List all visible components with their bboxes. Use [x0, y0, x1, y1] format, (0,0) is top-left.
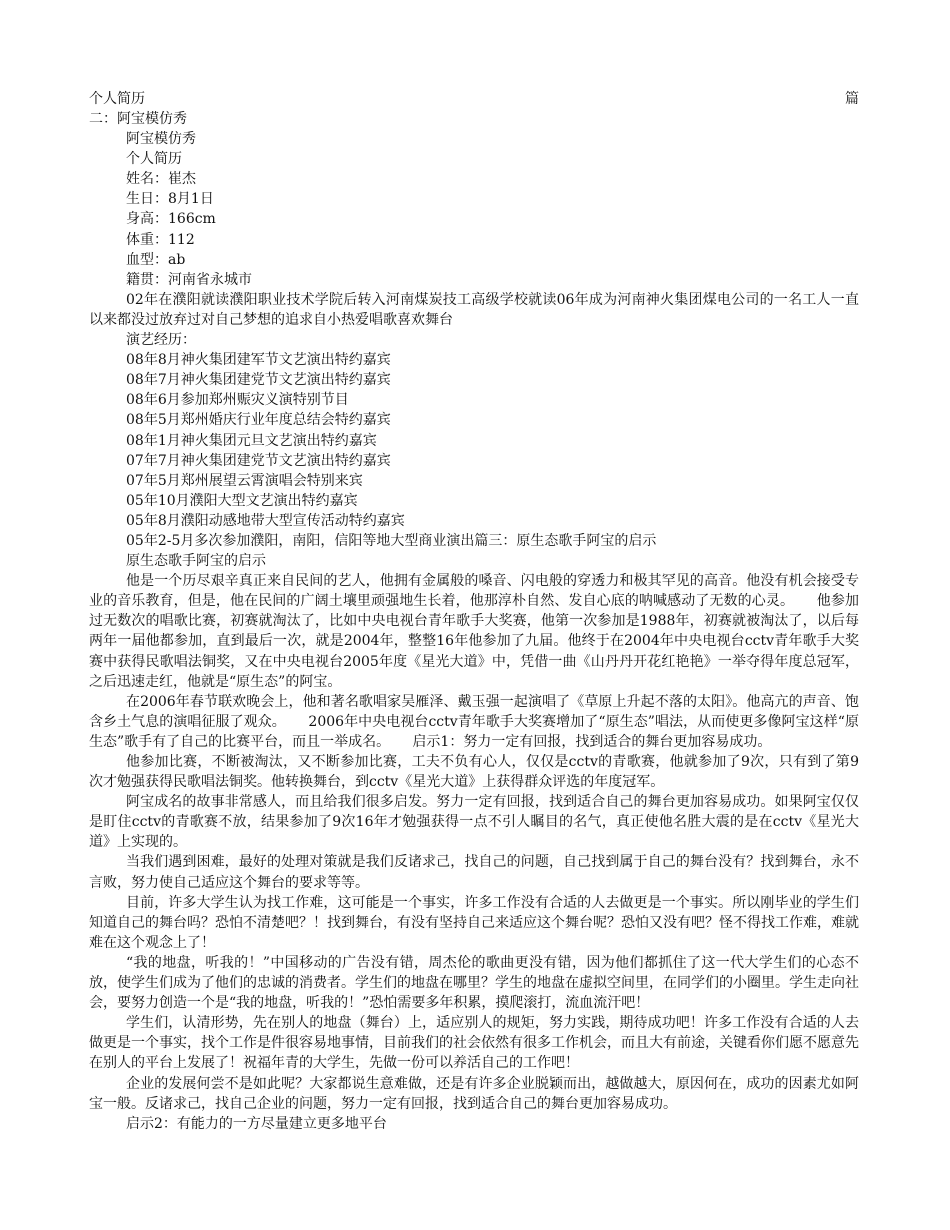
- experience-item: 07年7月神火集团建党节文艺演出特约嘉宾: [126, 452, 391, 469]
- profile-title: 阿宝模仿秀: [126, 131, 196, 148]
- profile-block: [89, 129, 859, 290]
- final-line: 启示2：有能力的一方尽量建立更多地平台: [126, 1115, 387, 1132]
- experience-item: 08年5月郑州婚庆行业年度总结会特约嘉宾: [126, 412, 391, 429]
- experience-item: 07年5月郑州展望云霄演唱会特别来宾: [126, 472, 363, 489]
- article-paragraph: 他参加比赛，不断被淘汰，又不断参加比赛，工夫不负有心人，仅仅是cctv的青歌赛，他就参加了9次，只有到了第9次才勉强获得民歌唱法铜奖。他转换舞台，到cctv《星光大道》上获得群众评选的年度冠军。: [89, 754, 859, 791]
- article-paragraph: 目前，许多大学生认为找工作难，这可能是一个事实，许多工作没有合适的人去做更是一个事实。所以刚毕业的学生们知道自己的舞台吗？恐怕不清楚吧？！找到舞台，有没有坚持自己来适应这个舞台呢？恐怕又没有吧？怪不得找工作难，难就难在这个观念上了！: [89, 894, 859, 951]
- experience-item: 05年10月濮阳大型文艺演出特约嘉宾: [126, 492, 358, 509]
- article-paragraph: 当我们遇到困难，最好的处理对策就是我们反诸求己，找自己的问题，自己找到属于自己的舞台没有？找到舞台，永不言败，努力使自己适应这个舞台的要求等等。: [89, 854, 859, 891]
- header-left-text: 个人简历: [89, 91, 145, 107]
- experience-title: 演艺经历：: [126, 332, 196, 349]
- document-page: [89, 89, 859, 1134]
- bio-paragraph: 02年在濮阳就读濮阳职业技术学院后转入河南煤炭技工高级学校就读06年成为河南神火集团煤电公司的一名工人一直以来都没过放弃过对自己梦想的追求自小热爱唱歌喜欢舞台: [89, 291, 859, 328]
- experience-item: 08年8月神火集团建军节文艺演出特约嘉宾: [126, 352, 391, 369]
- section-title: 二：阿宝模仿秀: [89, 111, 187, 127]
- profile-birthday: 生日：8月1日: [126, 191, 214, 208]
- experience-list: [89, 350, 859, 551]
- article-paragraph: “我的地盘，听我的！”中国移动的广告没有错，周杰伦的歌曲更没有错，因为他们都抓住了这一代大学生们的心态不放，使学生们成为了他们的忠诚的消费者。学生们的地盘在哪里？学生的地盘在虚拟空间里，在同学们的小圈里。学生走向社会，要努力创造一个是“我的地盘，听我的！”恐怕需要多年积累，摸爬滚打，流血流汗吧！: [89, 954, 859, 1012]
- article-paragraph: 企业的发展何尝不是如此呢？大家都说生意难做，还是有许多企业脱颖而出，越做越大，原因何在，成功的因素尤如阿宝一般。反诸求己，找自己企业的问题，努力一定有回报，找到适合自己的舞台更加容易成功。: [89, 1075, 859, 1112]
- article-paragraph: 在2006年春节联欢晚会上，他和著名歌唱家吴雁泽、戴玉强一起演唱了《草原上升起不落的太阳》。他高亢的声音、饱含乡土气息的演唱征服了观众。 2006年中央电视台cctv青年歌手大奖赛增加了“原生态”唱法，从而使更多像阿宝这样“原生态”歌手有了自己的比赛平台，而且一举成名。 启示1：努力一定有回报，找到适合的舞台更加容易成功。: [89, 693, 859, 750]
- header-right-text: 篇: [845, 91, 859, 107]
- article-title: 原生态歌手阿宝的启示: [126, 553, 266, 570]
- experience-item: 05年8月濮阳动感地带大型宣传活动特约嘉宾: [126, 512, 405, 529]
- article-paragraph: 学生们，认清形势，先在别人的地盘（舞台）上，适应别人的规矩，努力实践，期待成功吧！许多工作没有合适的人去做更是一个事实，找个工作是件很容易地事情，目前我们的社会依然有很多工作机会，而且大有前途，关键看你们愿不愿意先在别人的平台上发展了！祝福年青的大学生，先做一份可以养活自己的工作吧！: [89, 1015, 859, 1072]
- profile-weight: 体重：112: [126, 231, 195, 248]
- article-paragraph: 他是一个历尽艰辛真正来自民间的艺人，他拥有金属般的嗓音、闪电般的穿透力和极其罕见的高音。他没有机会接受专业的音乐教育，但是，他在民间的广阔土壤里顽强地生长着，他那淳朴自然、发自心底的呐喊感动了无数的心灵。 他参加过无数次的唱歌比赛，初赛就淘汰了，比如中央电视台青年歌手大奖赛，他第一次参加是1988年，初赛就被淘汰了，以后每两年一届他都参加，直到最后一次，就是2004年，整整16年他参加了九届。他终于在2004年中央电视台cctv青年歌手大奖赛中获得民歌唱法铜奖，又在中央电视台2005年度《星光大道》中，凭借一曲《山丹丹开花红艳艳》一举夺得年度总冠军，之后迅速走红，他就是“原生态”的阿宝。: [89, 573, 859, 690]
- profile-name: 姓名：崔杰: [126, 171, 196, 188]
- experience-item: 08年7月神火集团建党节文艺演出特约嘉宾: [126, 372, 391, 389]
- profile-subtitle: 个人简历: [126, 151, 182, 168]
- experience-item: 08年1月神火集团元旦文艺演出特约嘉宾: [126, 432, 377, 449]
- article-paragraph: 阿宝成名的故事非常感人，而且给我们很多启发。努力一定有回报，找到适合自己的舞台更加容易成功。如果阿宝仅仅是盯住cctv的青歌赛不放，结果参加了9次16年才勉强获得一点不引人瞩目的名气，真正使他名胜大震的是在cctv《星光大道》上实现的。: [89, 794, 859, 851]
- profile-blood: 血型：ab: [126, 251, 186, 268]
- experience-item: 05年2-5月多次参加濮阳，南阳，信阳等地大型商业演出篇三：原生态歌手阿宝的启示: [126, 532, 657, 549]
- profile-height: 身高：166cm: [126, 211, 216, 228]
- profile-origin: 籍贯：河南省永城市: [126, 271, 252, 288]
- article-body: [89, 571, 859, 1114]
- experience-item: 08年6月参加郑州赈灾义演特别节目: [126, 392, 349, 409]
- page-header: [89, 89, 859, 109]
